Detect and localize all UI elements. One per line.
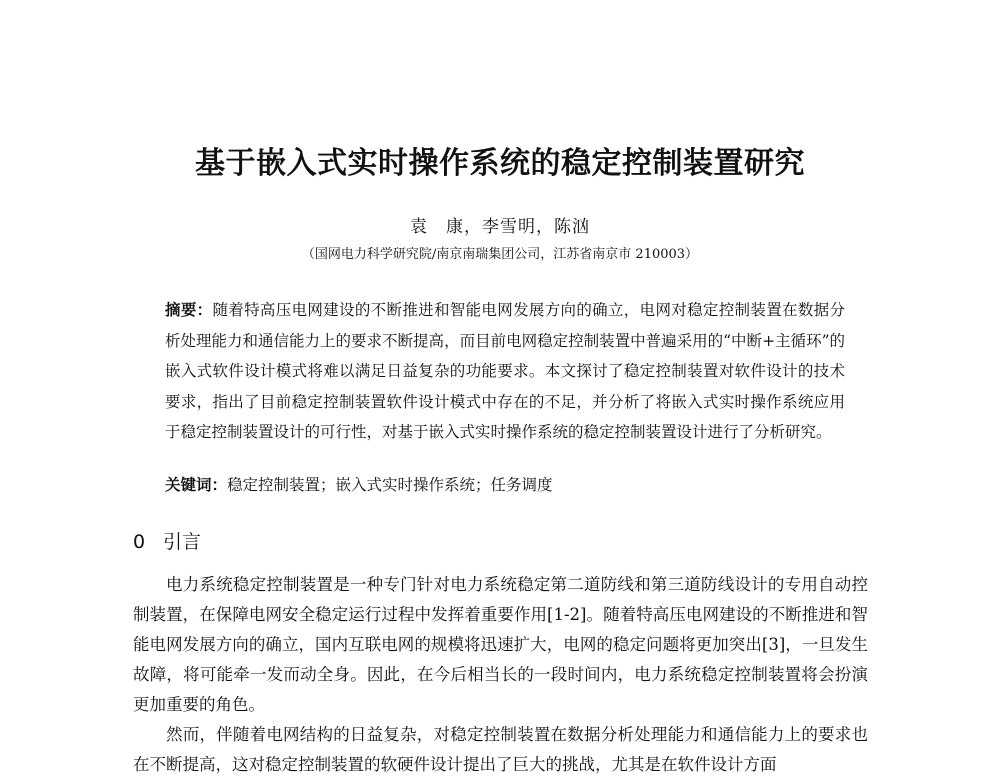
section-title: 引言: [163, 531, 202, 553]
keywords-label: 关键词：: [165, 475, 228, 494]
keywords-text: 稳定控制装置；嵌入式实时操作系统；任务调度: [227, 476, 553, 494]
body-text: [133, 570, 868, 780]
body-paragraph: 电力系统稳定控制装置是一种专门针对电力系统稳定第二道防线和第三道防线设计的专用自动控制装置，在保障电网安全稳定运行过程中发挥着重要作用[1-2]。随着特高压电网建设的不断推进和智能电网发展方向的确立，国内互联电网的规模将迅速扩大，电网的稳定问题将更加突出[3]，一旦发生故障，将可能牵一发而动全身。因此，在今后相当长的一段时间内，电力系统稳定控制装置将会扮演更加重要的角色。: [133, 575, 868, 714]
paper-title: 基于嵌入式实时操作系统的稳定控制装置研究: [195, 146, 805, 181]
abstract: [165, 295, 845, 448]
section-number: 0: [133, 531, 146, 553]
abstract-text: 随着特高压电网建设的不断推进和智能电网发展方向的确立，电网对稳定控制装置在数据分析处理能力和通信能力上的要求不断提高，而目前电网稳定控制装置中普遍采用的“中断+主循环”的嵌入式软件设计模式将难以满足日益复杂的功能要求。本文探讨了稳定控制装置对软件设计的技术要求，指出了目前稳定控制装置软件设计模式中存在的不足，并分析了将嵌入式实时操作系统应用于稳定控制装置设计的可行性，对基于嵌入式实时操作系统的稳定控制装置设计进行了分析研究。: [165, 301, 845, 441]
body-paragraph: 然而，伴随着电网结构的日益复杂，对稳定控制装置在数据分析处理能力和通信能力上的要求也在不断提高，这对稳定控制装置的软硬件设计提出了巨大的挑战，尤其是在软件设计方面: [133, 725, 868, 774]
author-affiliation: （国网电力科学研究院/南京南瑞集团公司，江苏省南京市 210003）: [301, 247, 699, 262]
author-list: 袁 康，李雪明，陈汹: [410, 217, 590, 237]
abstract-label: 摘要：: [165, 300, 213, 319]
keywords: [165, 472, 845, 498]
section-heading-introduction: [133, 527, 201, 554]
